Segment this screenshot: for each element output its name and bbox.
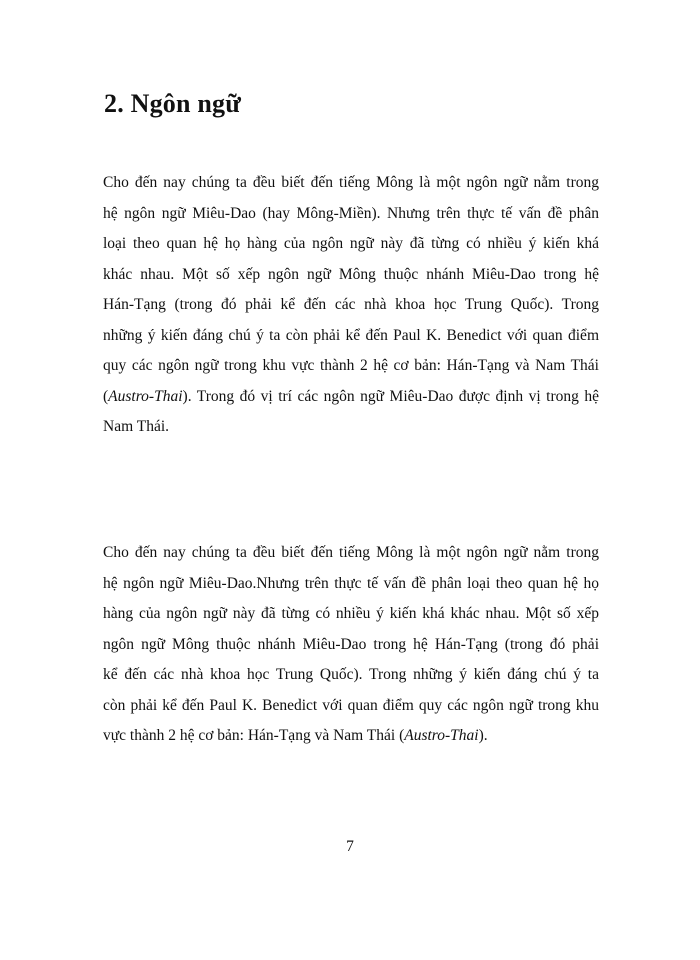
paragraph-line: ngôn ngữ Mông thuộc nhánh Miêu-Dao trong hệ Hán-Tạng (trong đó phải	[103, 635, 599, 653]
text-run: (	[103, 387, 109, 405]
paragraph-line: kể đến các nhà khoa học Trung Quốc). Trong những ý kiến đáng chú ý ta	[103, 666, 599, 683]
paragraph-line: còn phải kể đến Paul K. Benedict với quan điểm quy các ngôn ngữ trong khu	[103, 696, 599, 714]
paragraph-line: quy các ngôn ngữ trong khu vực thành 2 hệ cơ bản: Hán-Tạng và Nam Thái	[103, 357, 599, 374]
paragraph-line	[103, 721, 599, 752]
paragraph-line: loại theo quan hệ họ hàng của ngôn ngữ này đã từng có nhiều ý kiến khá	[103, 235, 599, 252]
italic-term: Austro-Thai	[404, 727, 479, 744]
paragraph-line: Nam Thái.	[103, 418, 170, 435]
paragraph-line: Hán-Tạng (trong đó phải kể đến các nhà khoa học Trung Quốc). Trong	[103, 296, 599, 313]
paragraph-line: Cho đến nay chúng ta đều biết đến tiếng Mông là một ngôn ngữ nằm trong	[103, 174, 599, 191]
paragraph-line: hệ ngôn ngữ Miêu-Dao.Nhưng trên thực tế vấn đề phân loại theo quan hệ họ	[103, 574, 599, 592]
paragraph-line: hệ ngôn ngữ Miêu-Dao (hay Mông-Miền). Nhưng trên thực tế vấn đề phân	[103, 204, 599, 222]
paragraph-line: Cho đến nay chúng ta đều biết đến tiếng Mông là một ngôn ngữ nằm trong	[103, 544, 599, 561]
paragraph-line: hàng của ngôn ngữ này đã từng có nhiều ý kiến khá khác nhau. Một số xếp	[103, 605, 599, 622]
paragraph-line: những ý kiến đáng chú ý ta còn phải kể đến Paul K. Benedict với quan điểm	[103, 326, 599, 344]
italic-term: Austro-Thai	[108, 387, 183, 405]
text-run: ). Trong đó vị trí các ngôn ngữ Miêu-Dao được định vị trong hệ	[182, 387, 599, 405]
paragraph-line	[103, 382, 599, 413]
text-run: ).	[478, 727, 488, 744]
page-number: 7	[346, 838, 354, 855]
text-run: vực thành 2 hệ cơ bản: Hán-Tạng và Nam Thái (	[103, 727, 405, 744]
paragraph-line: khác nhau. Một số xếp ngôn ngữ Mông thuộc nhánh Miêu-Dao trong hệ	[103, 265, 599, 283]
section-heading: 2. Ngôn ngữ	[104, 89, 241, 118]
paragraph-1	[103, 168, 599, 443]
paragraph-2	[103, 538, 599, 752]
